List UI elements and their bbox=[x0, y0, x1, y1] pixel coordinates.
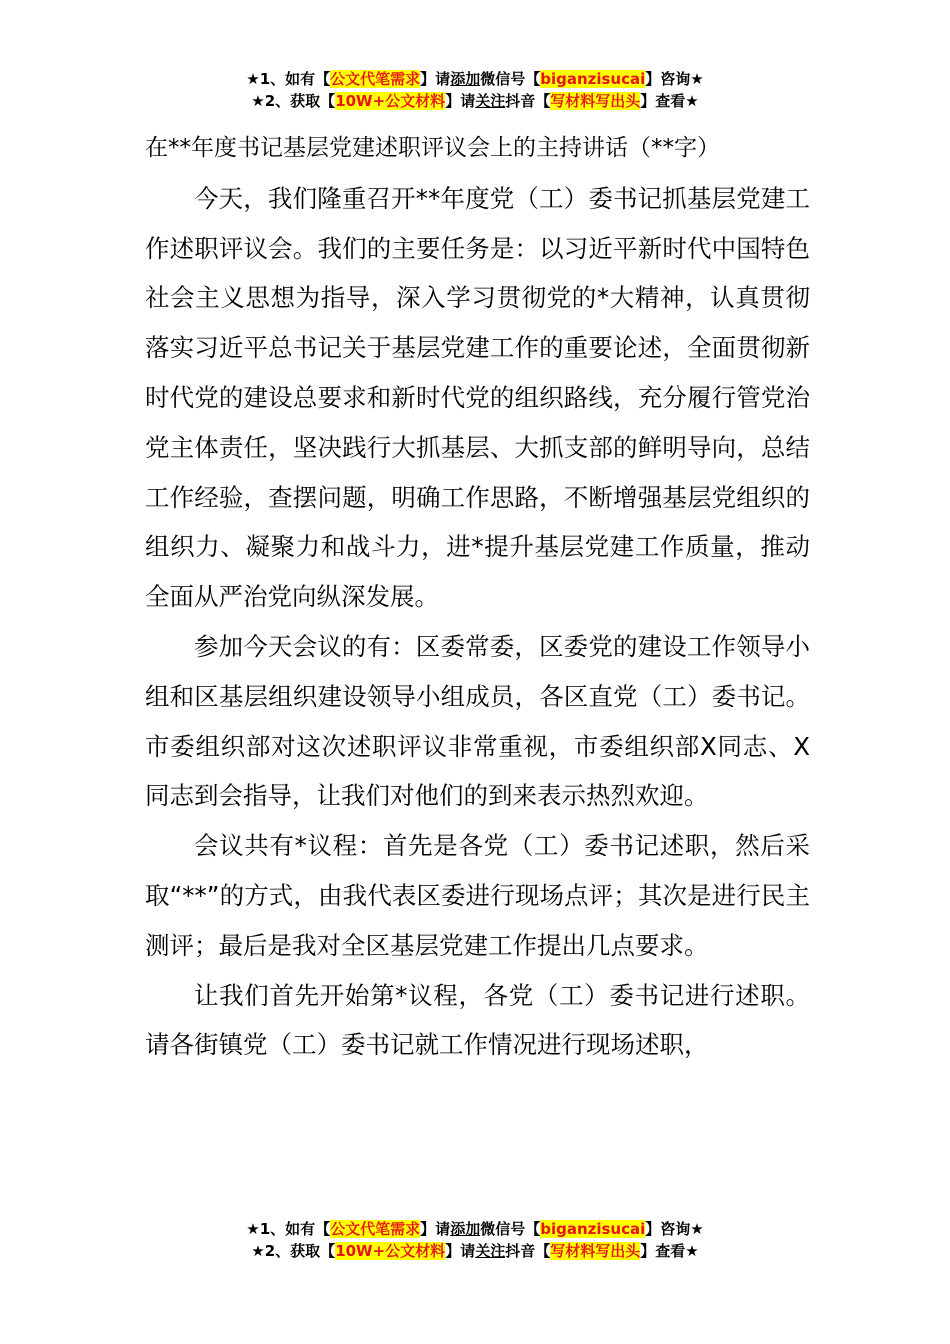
banner-text: 】咨询★ bbox=[645, 70, 704, 88]
banner-text: ★1、如有【 bbox=[246, 1220, 331, 1238]
banner-text: 】查看★ bbox=[640, 1242, 699, 1260]
banner-highlight: 10W+公文材料 bbox=[335, 92, 446, 110]
banner-text: 】请 bbox=[445, 92, 476, 110]
banner-text: 微信号【 bbox=[480, 1220, 541, 1238]
banner-text: 】请 bbox=[445, 1242, 476, 1260]
banner-highlight: 写材料写出头 bbox=[550, 1242, 641, 1260]
banner-text: 抖音【 bbox=[505, 1242, 551, 1260]
banner-highlight: 公文代笔需求 bbox=[330, 70, 421, 88]
document-body bbox=[145, 124, 810, 1070]
banner-text: 】咨询★ bbox=[645, 1220, 704, 1238]
banner-highlight: 公文代笔需求 bbox=[330, 1220, 421, 1238]
document-title: 在**年度书记基层党建述职评议会上的主持讲话（**字） bbox=[145, 135, 720, 161]
banner-highlight: biganzisucai bbox=[540, 70, 646, 88]
banner-text: 微信号【 bbox=[480, 70, 541, 88]
banner-underline: 关注 bbox=[475, 1242, 506, 1260]
banner-line-2 bbox=[0, 90, 950, 112]
footer-banner bbox=[0, 1218, 950, 1262]
banner-line-1 bbox=[0, 1218, 950, 1240]
banner-highlight: biganzisucai bbox=[540, 1220, 646, 1238]
banner-text: ★2、获取【 bbox=[251, 92, 336, 110]
banner-text: 】查看★ bbox=[640, 92, 699, 110]
banner-text: 抖音【 bbox=[505, 92, 551, 110]
banner-line-2 bbox=[0, 1240, 950, 1262]
banner-highlight: 写材料写出头 bbox=[550, 92, 641, 110]
banner-underline: 添加 bbox=[450, 1220, 481, 1238]
paragraph: 让我们首先开始第*议程，各党（工）委书记进行述职。请各街镇党（工）委书记就工作情况进行现场述职， bbox=[145, 980, 810, 1060]
banner-underline: 关注 bbox=[475, 92, 506, 110]
banner-highlight: 10W+公文材料 bbox=[335, 1242, 446, 1260]
banner-underline: 添加 bbox=[450, 70, 481, 88]
paragraph: 会议共有*议程：首先是各党（工）委书记述职，然后采取“**”的方式，由我代表区委进行现场点评；其次是进行民主测评；最后是我对全区基层党建工作提出几点要求。 bbox=[145, 831, 810, 960]
banner-text: ★1、如有【 bbox=[246, 70, 331, 88]
banner-text: 】请 bbox=[420, 70, 451, 88]
banner-text: 】请 bbox=[420, 1220, 451, 1238]
paragraph: 今天，我们隆重召开**年度党（工）委书记抓基层党建工作述职评议会。我们的主要任务是：以习近平新时代中国特色社会主义思想为指导，深入学习贯彻党的*大精神，认真贯彻落实习近平总书记关于基层党建工作的重要论述，全面贯彻新时代党的建设总要求和新时代党的组织路线，充分履行管党治党主体责任，坚决践行大抓基层、大抓支部的鲜明导向，总结工作经验，查摆问题，明确工作思路，不断增强基层党组织的组织力、凝聚力和战斗力，进*提升基层党建工作质量，推动全面从严治党向纵深发展。 bbox=[145, 183, 810, 612]
banner-text: ★2、获取【 bbox=[251, 1242, 336, 1260]
header-banner bbox=[0, 68, 950, 112]
banner-line-1 bbox=[0, 68, 950, 90]
paragraph: 参加今天会议的有：区委常委，区委党的建设工作领导小组和区基层组织建设领导小组成员，各区直党（工）委书记。市委组织部对这次述职评议非常重视，市委组织部X同志、X同志到会指导，让我们对他们的到来表示热烈欢迎。 bbox=[145, 631, 810, 811]
